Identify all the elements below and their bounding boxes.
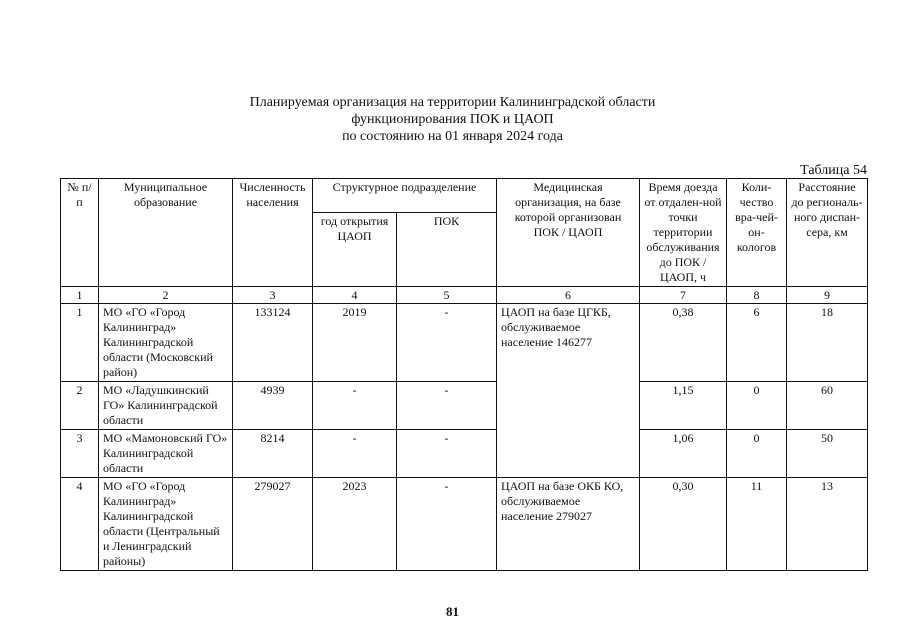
col-number: 8 [727, 287, 787, 304]
header-row-1 [61, 179, 868, 213]
row-medorg: ЦАОП на базе ОКБ КО, обслуживаемое население 279027 [497, 478, 640, 571]
row-municipality: МО «ГО «Город Калининград» Калининградской области (Центральный и Ленинградский районы) [99, 478, 233, 571]
table-label: Таблица 54 [800, 163, 867, 178]
row-population: 279027 [233, 478, 313, 571]
row-year: - [313, 382, 397, 430]
col-number: 6 [497, 287, 640, 304]
row-municipality: МО «ГО «Город Калининград» Калининградской области (Московский район) [99, 304, 233, 382]
data-table [60, 178, 868, 571]
col-number: 2 [99, 287, 233, 304]
header-medorg: Медицинская организация, на базе которой организован ПОК / ЦАОП [497, 179, 640, 287]
row-num: 4 [61, 478, 99, 571]
row-municipality: МО «Мамоновский ГО» Калининградской области [99, 430, 233, 478]
column-number-row [61, 287, 868, 304]
title-line-2: функционирования ПОК и ЦАОП [351, 112, 554, 127]
row-distance: 18 [787, 304, 868, 382]
row-pok: - [397, 478, 497, 571]
row-municipality: МО «Ладушкинский ГО» Калининградской области [99, 382, 233, 430]
title-line-3: по состоянию на 01 января 2024 года [342, 129, 563, 144]
row-num: 3 [61, 430, 99, 478]
row-distance: 13 [787, 478, 868, 571]
row-year: - [313, 430, 397, 478]
row-distance: 60 [787, 382, 868, 430]
header-distance: Расстояние до региональ-ного диспан-сера, км [787, 179, 868, 287]
row-pok: - [397, 304, 497, 382]
table-row [61, 478, 868, 571]
header-pok: ПОК [397, 213, 497, 287]
row-num: 2 [61, 382, 99, 430]
row-time: 0,30 [640, 478, 727, 571]
header-time: Время доезда от отдален-ной точки территории обслуживания до ПОК / ЦАОП, ч [640, 179, 727, 287]
col-number: 7 [640, 287, 727, 304]
col-number: 3 [233, 287, 313, 304]
title-line-1: Планируемая организация на территории Калининградской области [249, 95, 656, 110]
row-doctors: 6 [727, 304, 787, 382]
header-population: Численность населения [233, 179, 313, 287]
row-time: 0,38 [640, 304, 727, 382]
col-number: 5 [397, 287, 497, 304]
header-municipality: Муниципальное образование [99, 179, 233, 287]
page-number: 81 [446, 604, 459, 619]
table-row [61, 304, 868, 382]
header-num: № п/п [61, 179, 99, 287]
row-num: 1 [61, 304, 99, 382]
table-row [61, 382, 868, 430]
col-number: 1 [61, 287, 99, 304]
row-time: 1,15 [640, 382, 727, 430]
row-pok: - [397, 430, 497, 478]
row-population: 4939 [233, 382, 313, 430]
col-number: 4 [313, 287, 397, 304]
row-distance: 50 [787, 430, 868, 478]
row-population: 133124 [233, 304, 313, 382]
header-structural: Структурное подразделение [313, 179, 497, 213]
row-pok: - [397, 382, 497, 430]
header-doctors: Коли-чество вра-чей-он-кологов [727, 179, 787, 287]
row-doctors: 0 [727, 430, 787, 478]
table-row [61, 430, 868, 478]
row-medorg: ЦАОП на базе ЦГКБ, обслуживаемое население 146277 [497, 304, 640, 478]
row-year: 2023 [313, 478, 397, 571]
row-population: 8214 [233, 430, 313, 478]
col-number: 9 [787, 287, 868, 304]
row-doctors: 0 [727, 382, 787, 430]
document-title [0, 94, 905, 145]
header-year: год открытия ЦАОП [313, 213, 397, 287]
row-doctors: 11 [727, 478, 787, 571]
row-time: 1,06 [640, 430, 727, 478]
row-year: 2019 [313, 304, 397, 382]
